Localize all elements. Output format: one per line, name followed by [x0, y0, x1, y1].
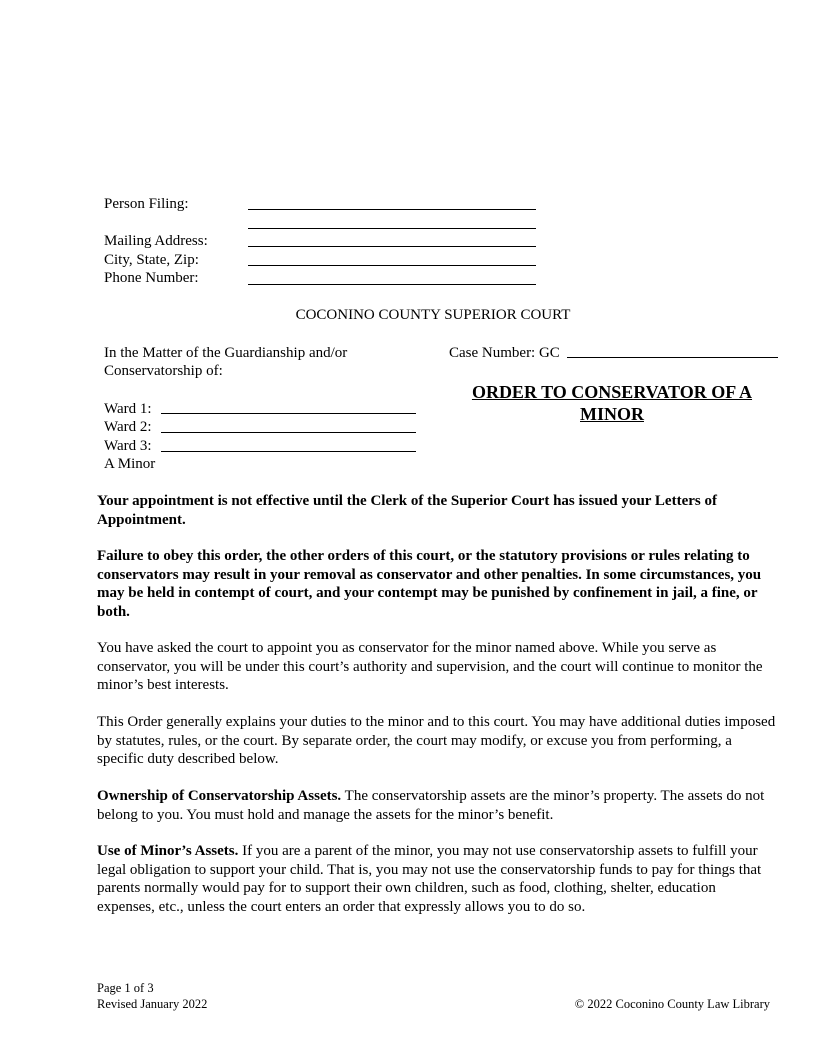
phone-number-line[interactable] — [248, 284, 536, 285]
phone-number-label: Phone Number: — [104, 270, 199, 286]
footer-page-number: Page 1 of 3 — [97, 981, 154, 995]
mailing-address-label: Mailing Address: — [104, 233, 208, 249]
case-number-label: Case Number: GC — [449, 345, 560, 361]
ward-3-line[interactable] — [161, 451, 416, 452]
use-of-assets-heading: Use of Minor’s Assets. — [97, 843, 239, 859]
a-minor-label: A Minor — [104, 456, 156, 472]
city-state-zip-label: City, State, Zip: — [104, 252, 199, 268]
person-filing-line-2[interactable] — [248, 228, 536, 229]
mailing-address-line[interactable] — [248, 246, 536, 247]
footer-revised-date: Revised January 2022 — [97, 997, 208, 1011]
appointment-paragraph: You have asked the court to appoint you as conservator for the minor named above. While you serve as conservator, you will be under this court’s authority and supervision, and the court will continue to monitor the minor’s best interests. — [97, 640, 763, 693]
court-name: COCONINO COUNTY SUPERIOR COURT — [295, 307, 571, 323]
ownership-heading: Ownership of Conservatorship Assets. — [97, 788, 342, 804]
appointment-notice: Your appointment is not effective until the Clerk of the Superior Court has issued your Letters of Appointment. — [97, 493, 717, 528]
person-filing-line[interactable] — [248, 209, 536, 210]
footer-copyright: © 2022 Coconino County Law Library — [574, 997, 770, 1011]
person-filing-label: Person Filing: — [104, 196, 189, 212]
document-title-line-2: MINOR — [580, 404, 644, 424]
ward-3-label: Ward 3: — [104, 438, 152, 454]
ward-2-label: Ward 2: — [104, 419, 152, 435]
ward-2-line[interactable] — [161, 432, 416, 433]
ward-1-line[interactable] — [161, 413, 416, 414]
ownership-paragraph — [97, 787, 777, 824]
ownership-text: The conservatorship assets are the minor’s property. The assets do not belong to you. You must hold and manage the assets for the minor’s benefit. — [97, 788, 765, 823]
matter-line-2: Conservatorship of: — [104, 363, 223, 379]
duties-paragraph: This Order generally explains your duties to the minor and to this court. You may have additional duties imposed by statutes, rules, or the court. By separate order, the court may modify, or excuse you from performing, a specific duty described below. — [97, 714, 776, 767]
document-title-line-1: ORDER TO CONSERVATOR OF A — [471, 382, 753, 402]
city-state-zip-line[interactable] — [248, 265, 536, 266]
use-of-assets-paragraph — [97, 842, 777, 916]
matter-line-1: In the Matter of the Guardianship and/or — [104, 345, 348, 361]
failure-warning: Failure to obey this order, the other orders of this court, or the statutory provisions or rules relating to conservators may result in your removal as conservator and other penalties. In some circumstances, you may be held in contempt of court, and your contempt may be punished by confinement in jail, a fine, or both. — [97, 548, 762, 620]
use-of-assets-text: If you are a parent of the minor, you may not use conservatorship assets to fulfill your legal obligation to support your child. That is, you may not use the conservatorship funds to pay for things that parents normally would pay for to support their own children, such as food, clothing, shelter, education expenses, etc., unless the court enters an order that expressly allows you to do so. — [97, 843, 762, 915]
case-number-line[interactable] — [567, 357, 778, 358]
ward-1-label: Ward 1: — [104, 401, 152, 417]
